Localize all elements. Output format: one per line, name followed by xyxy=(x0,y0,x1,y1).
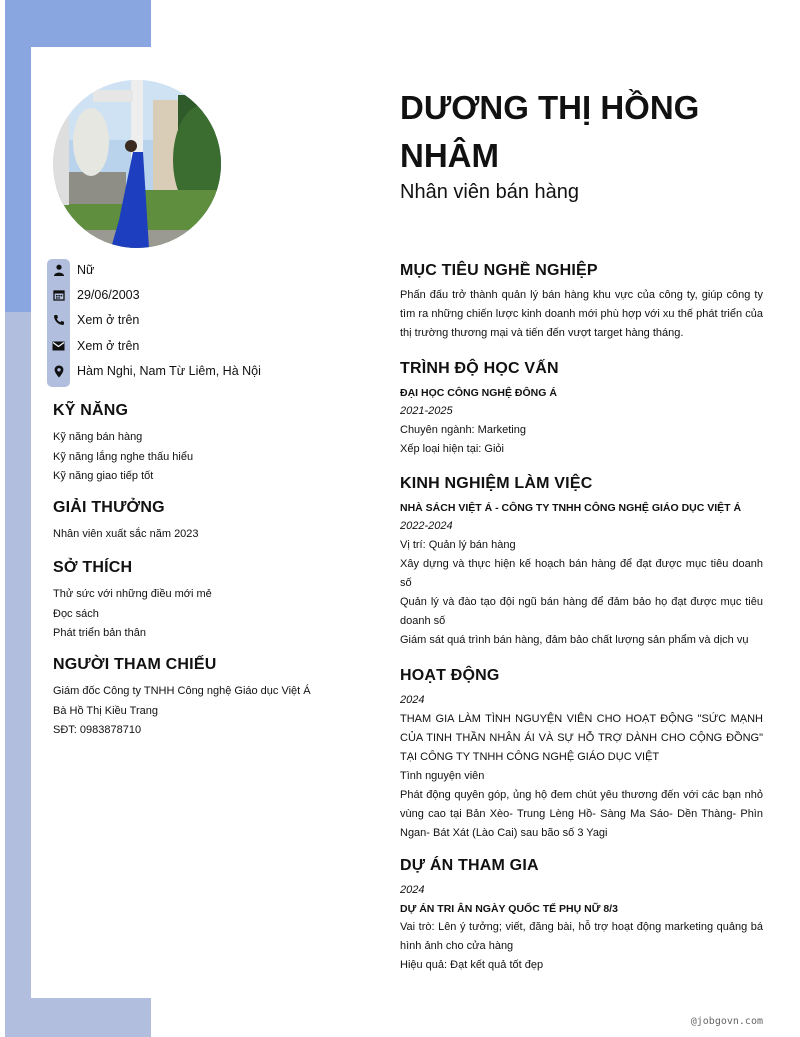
activity-detail: Tình nguyện viên xyxy=(400,770,485,782)
references-heading: NGƯỜI THAM CHIẾU xyxy=(53,656,217,673)
skills-section xyxy=(53,402,353,487)
hobby-item: Thử sức với những điều mới mẻ xyxy=(53,588,212,600)
candidate-role: Nhân viên bán hàng xyxy=(400,181,580,203)
location-pin-icon xyxy=(47,365,70,378)
address-text: Hàm Nghi, Nam Từ Liêm, Hà Nội xyxy=(77,364,261,378)
hobbies-heading: SỞ THÍCH xyxy=(53,559,133,576)
reference-item: Giám đốc Công ty TNHH Công nghệ Giáo dục Việt Á xyxy=(53,685,311,697)
objective-heading: MỤC TIÊU NGHỀ NGHIỆP xyxy=(400,262,598,279)
experience-detail: Quản lý và đào tạo đội ngũ bán hàng để đảm bảo họ đạt được mục tiêu doanh số xyxy=(400,596,763,627)
hobby-item: Đọc sách xyxy=(53,607,99,620)
hobby-item: Phát triển bản thân xyxy=(53,627,146,639)
calendar-icon xyxy=(47,289,70,301)
skill-item: Kỹ năng lắng nghe thấu hiểu xyxy=(53,450,194,463)
experience-detail: Vị trí: Quản lý bán hàng xyxy=(400,539,516,551)
contact-address xyxy=(47,361,367,381)
birthdate-text: 29/06/2003 xyxy=(77,288,140,302)
education-detail: Xếp loại hiện tại: Giỏi xyxy=(400,443,504,455)
project-period: 2024 xyxy=(400,884,425,896)
objective-text: Phấn đấu trở thành quản lý bán hàng khu vực của công ty, giúp công ty tìm ra những chiến lược kinh doanh mới phù hợp với xu thế phát triển của thị trường thương mại và tiến đến vượt target hàng tháng. xyxy=(400,289,763,339)
school-name: ĐẠI HỌC CÔNG NGHỆ ĐÔNG Á xyxy=(400,387,557,399)
contact-email xyxy=(47,336,367,356)
activity-period: 2024 xyxy=(400,694,425,706)
profile-photo xyxy=(53,80,221,248)
reference-item: SĐT: 0983878710 xyxy=(53,724,142,736)
activity-detail: Phát động quyên góp, ủng hộ đem chút yêu thương đến với các bạn nhỏ vùng cao tại Bản Xèo- Trung Lèng Hồ- Sàng Ma Sáo- Dền Thàng- Phìn Ngan- Bát Xát (Lào Cai) sau bão số 3 Yagi xyxy=(400,789,763,839)
candidate-name: DƯƠNG THỊ HỒNG NHÂM xyxy=(400,89,700,174)
references-section xyxy=(53,656,353,741)
person-icon xyxy=(47,264,70,276)
project-detail: Hiệu quả: Đạt kết quả tốt đẹp xyxy=(400,959,544,971)
experience-detail: Xây dựng và thực hiện kế hoạch bán hàng để đạt được mục tiêu doanh số xyxy=(400,558,763,589)
experience-period: 2022-2024 xyxy=(400,520,453,532)
contact-gender xyxy=(47,260,367,280)
experience-section xyxy=(400,475,763,650)
award-item: Nhân viên xuất sắc năm 2023 xyxy=(53,528,199,540)
phone-text: Xem ở trên xyxy=(77,313,140,327)
phone-icon xyxy=(47,314,70,326)
activities-heading: HOẠT ĐỘNG xyxy=(400,667,500,684)
gender-text: Nữ xyxy=(77,263,95,277)
activities-section xyxy=(400,667,763,843)
objective-section xyxy=(400,262,763,343)
education-period: 2021-2025 xyxy=(400,405,453,417)
site-watermark: @jobgovn.com xyxy=(690,1016,763,1027)
contact-phone xyxy=(47,310,367,330)
skill-item: Kỹ năng bán hàng xyxy=(53,431,143,443)
email-text: Xem ở trên xyxy=(77,339,140,353)
awards-section xyxy=(53,499,353,545)
awards-heading: GIẢI THƯỞNG xyxy=(53,499,165,516)
reference-item: Bà Hồ Thị Kiều Trang xyxy=(53,704,158,717)
company-name: NHÀ SÁCH VIỆT Á - CÔNG TY TNHH CÔNG NGHỆ GIÁO DỤC VIỆT Á xyxy=(400,502,742,514)
projects-heading: DỰ ÁN THAM GIA xyxy=(400,857,539,874)
hobbies-section xyxy=(53,559,353,644)
experience-detail: Giám sát quá trình bán hàng, đảm bảo chất lượng sản phẩm và dịch vụ xyxy=(400,634,749,646)
skill-item: Kỹ năng giao tiếp tốt xyxy=(53,470,154,482)
education-section xyxy=(400,360,763,459)
education-detail: Chuyên ngành: Marketing xyxy=(400,424,526,436)
contact-birthdate xyxy=(47,285,367,305)
email-icon xyxy=(47,341,70,351)
experience-heading: KINH NGHIỆM LÀM VIỆC xyxy=(400,475,593,492)
projects-section xyxy=(400,857,763,975)
education-heading: TRÌNH ĐỘ HỌC VẤN xyxy=(400,360,559,377)
activity-detail: THAM GIA LÀM TÌNH NGUYỆN VIÊN CHO HOẠT ĐỘNG "SỨC MẠNH CỦA TINH THẦN NHÂN ÁI VÀ SỰ HỖ TRỢ DÀNH CHO CỘNG ĐỒNG" TẠI CÔNG TY TNHH CÔNG NGHỆ GIÁO DỤC VIỆT xyxy=(400,713,763,763)
skills-heading: KỸ NĂNG xyxy=(53,402,129,419)
project-detail: Vai trò: Lên ý tưởng; viết, đăng bài, hỗ trợ hoạt động marketing quảng bá hình ảnh cho cửa hàng xyxy=(400,921,763,952)
project-name: DỰ ÁN TRI ÂN NGÀY QUỐC TẾ PHỤ NỮ 8/3 xyxy=(400,903,618,915)
